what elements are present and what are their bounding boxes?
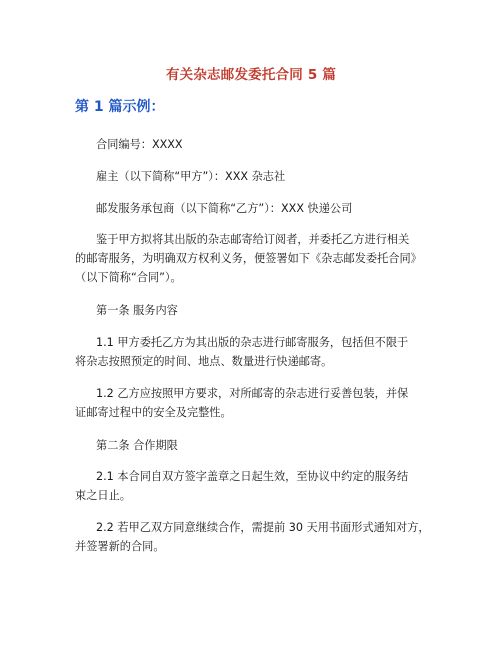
preamble-line-3: （以下简称“合同”）。	[75, 271, 182, 284]
contract-number-line: 合同编号：XXXX	[96, 138, 183, 151]
document-title: 有关杂志邮发委托合同 5 篇	[165, 67, 337, 83]
clause-1-1-line-2: 将杂志按照预定的时间、地点、数量进行快递邮寄。	[75, 355, 333, 368]
clause-2-1-line-1: 2.1 本合同自双方签字盖章之日起生效，至协议中约定的服务结	[96, 470, 409, 483]
clause-1-2-line-1: 1.2 乙方应按照甲方要求，对所邮寄的杂志进行妥善包装，并保	[96, 387, 409, 400]
party-b-line: 邮发服务承包商（以下简称“乙方”）：XXX 快递公司	[96, 202, 353, 215]
preamble-line-1: 鉴于甲方拟将其出版的杂志邮寄给订阅者，并委托乙方进行相关	[96, 233, 410, 246]
article-2-title: 第二条 合作期限	[96, 439, 178, 452]
clause-2-2-line-1: 2.2 若甲乙双方同意继续合作，需提前 30 天用书面形式通知对方，	[96, 521, 430, 534]
clause-2-1-line-2: 束之日止。	[75, 489, 131, 502]
clause-2-2-line-2: 并签署新的合同。	[75, 540, 165, 553]
party-a-line: 雇主（以下简称“甲方”）：XXX 杂志社	[96, 170, 286, 183]
section-heading: 第 1 篇示例：	[75, 99, 165, 115]
clause-1-1-line-1: 1.1 甲方委托乙方为其出版的杂志进行邮寄服务，包括但不限于	[96, 336, 409, 349]
article-1-title: 第一条 服务内容	[96, 304, 178, 317]
preamble-line-2: 的邮寄服务，为明确双方权利义务，便签署如下《杂志邮发委托合同》	[75, 252, 422, 265]
clause-1-2-line-2: 证邮寄过程中的安全及完整性。	[75, 406, 232, 419]
